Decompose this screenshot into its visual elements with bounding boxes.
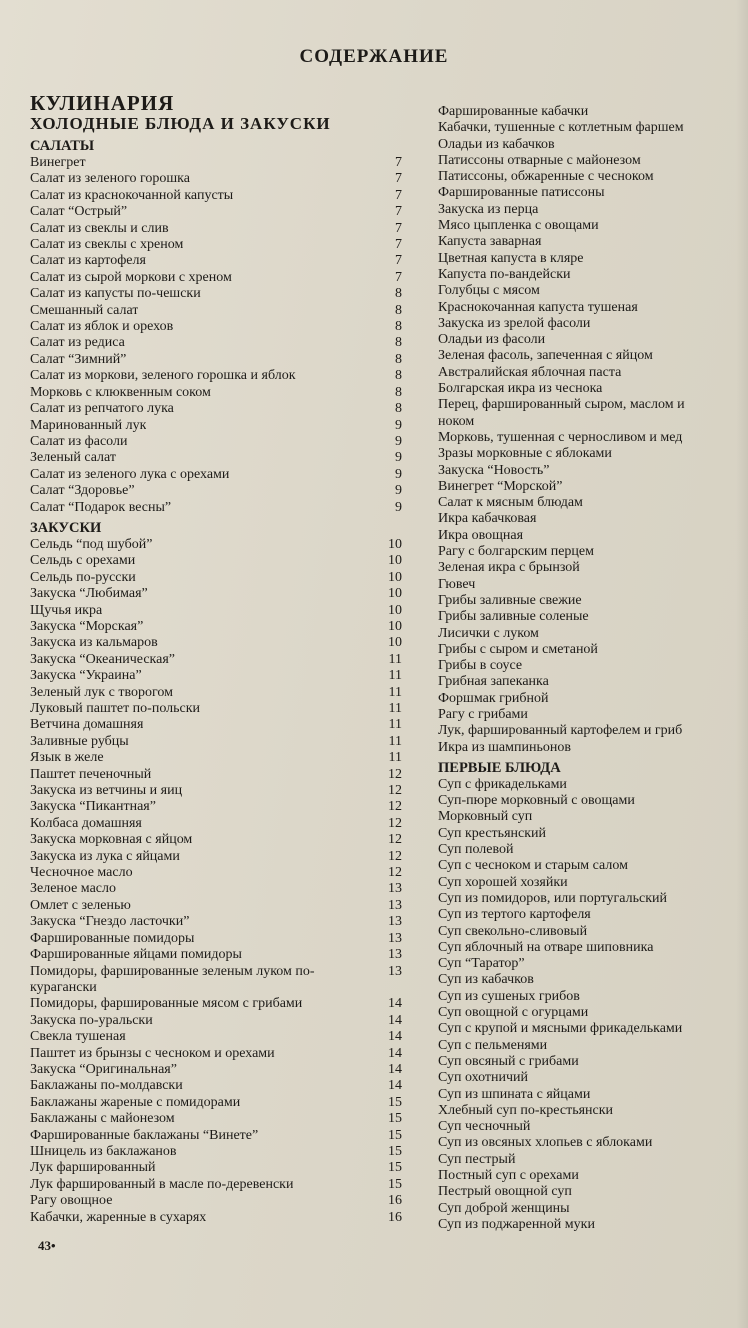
toc-entry (30, 603, 402, 619)
toc-entry: Австралийская яблочная паста (438, 364, 622, 380)
toc-entry: Лисички с луком (438, 625, 539, 641)
toc-entry: Рагу с болгарским перцем (438, 544, 594, 560)
toc-entry-page: 15 (388, 1160, 402, 1176)
toc-entry-title: Лук фаршированный (30, 1160, 156, 1176)
toc-entry: Суп из кабачков (438, 972, 534, 988)
toc-entry-page: 12 (388, 815, 402, 831)
toc-entry-title: Омлет с зеленью (30, 897, 131, 913)
toc-entry (30, 1078, 402, 1094)
toc-entry-page: 16 (388, 1193, 402, 1209)
toc-entry: Фаршированные кабачки (438, 104, 589, 119)
toc-entry: Суп из шпината с яйцами (438, 1086, 591, 1102)
toc-entry (30, 537, 402, 553)
left-column (30, 92, 402, 1226)
toc-entry-page: 13 (388, 897, 402, 913)
toc-entry: Суп овсяный с грибами (438, 1053, 579, 1069)
toc-entry: Хлебный суп по-крестьянски (438, 1102, 614, 1118)
section-title: ЗАКУСКИ (30, 519, 102, 536)
right-entries-b (438, 777, 748, 1233)
toc-entry-page: 9 (395, 483, 402, 499)
toc-entry-title: Закуска из кальмаров (30, 635, 158, 651)
toc-entry-page: 14 (388, 1045, 402, 1061)
toc-entry-page: 9 (395, 417, 402, 433)
toc-entry-page: 15 (388, 1176, 402, 1192)
toc-entry-title: Салат из картофеля (30, 253, 146, 269)
toc-entry-page: 12 (388, 783, 402, 799)
toc-entry-title: Шницель из баклажанов (30, 1143, 177, 1159)
toc-entry (30, 1177, 402, 1193)
toc-entry: Рагу с грибами (438, 706, 528, 722)
toc-entry-page: 13 (388, 881, 402, 897)
toc-entry-title: Лук фаршированный в масле по-деревенски (30, 1176, 294, 1192)
toc-entry: Суп с чесноком и старым салом (438, 858, 628, 874)
toc-entry-page: 14 (388, 1078, 402, 1094)
toc-entry (30, 319, 402, 335)
toc-entry (30, 450, 402, 466)
toc-entry-page: 12 (388, 766, 402, 782)
toc-entry-page: 10 (388, 586, 402, 602)
toc-entry: Лук, фаршированный картофелем и гриб (438, 723, 683, 739)
toc-entry: Икра из шампиньонов (438, 739, 571, 755)
toc-entry: Зеленая икра с брынзой (438, 560, 580, 576)
toc-entry-page: 11 (388, 750, 402, 766)
toc-entry-page: 10 (388, 553, 402, 569)
toc-entry: Капуста заварная (438, 234, 542, 250)
toc-entry: Суп с пельменями (438, 1037, 548, 1053)
toc-entry-page: 10 (388, 569, 402, 585)
toc-entry: Форшмак грибной (438, 690, 549, 706)
toc-entry (30, 586, 402, 602)
toc-entry-title: Салат из зеленого лука с орехами (30, 466, 230, 482)
toc-entry-page: 9 (395, 433, 402, 449)
toc-entry-title: Зеленое масло (30, 881, 116, 897)
toc-entry-title: Фаршированные помидоры (30, 930, 195, 946)
toc-entry: Икра овощная (438, 527, 524, 543)
toc-entry-title: Закуска по-уральски (30, 1012, 153, 1028)
toc-entry-page: 7 (395, 155, 402, 170)
toc-entry: Морковь, тушенная с черносливом и мед (438, 429, 683, 445)
toc-entry: Суп из тертого картофеля (438, 907, 591, 923)
toc-entry (30, 898, 402, 914)
toc-entry-page: 7 (395, 187, 402, 203)
toc-entry-title: Закуска “Пикантная” (30, 799, 156, 815)
section-title-first-courses: ПЕРВЫЕ БЛЮДА (438, 759, 561, 776)
toc-entry-page: 8 (395, 401, 402, 417)
toc-entry-title: Салат из краснокочанной капусты (30, 187, 234, 203)
toc-entry-page: 14 (388, 1029, 402, 1045)
toc-entry (30, 799, 402, 815)
toc-entry: Суп охотничий (438, 1070, 529, 1086)
toc-entry (30, 553, 402, 569)
toc-entry-title: Фаршированные баклажаны “Винете” (30, 1127, 259, 1143)
toc-entry-title: Салат из фасоли (30, 433, 128, 449)
toc-entry (30, 418, 402, 434)
toc-entry-page: 9 (395, 499, 402, 515)
page-folio: 43• (38, 1238, 56, 1253)
toc-entry (30, 188, 402, 204)
toc-entry-title: Луковый паштет по-польски (30, 701, 201, 716)
part-title: КУЛИНАРИЯ (30, 91, 175, 115)
toc-entry-title: Рагу овощное (30, 1193, 113, 1209)
toc-entry: Постный суп с орехами (438, 1168, 579, 1183)
toc-entry-title: Закуска “Морская” (30, 618, 144, 634)
toc-entry (30, 1193, 402, 1209)
toc-entry-page: 8 (395, 384, 402, 400)
toc-entry (30, 204, 402, 220)
toc-entry-page: 7 (395, 204, 402, 220)
toc-entry-title: Сельдь “под шубой” (30, 536, 153, 552)
toc-entry: Патиссоны, обжаренные с чесноком (438, 169, 654, 185)
toc-entry: Кабачки, тушенные с котлетным фаршем (438, 120, 684, 136)
toc-entry-title: Салат из репчатого лука (30, 401, 174, 417)
toc-entry-page: 7 (395, 171, 402, 187)
toc-entry-title: Закуска “Океаническая” (30, 651, 175, 667)
toc-entry: Винегрет “Морской” (438, 478, 563, 494)
toc-entry (30, 1095, 402, 1111)
toc-entry (30, 368, 402, 384)
toc-entry (30, 767, 402, 783)
toc-entry: Грибы в соусе (438, 658, 523, 674)
toc-entry-title: Язык в желе (30, 750, 104, 766)
toc-entry-title: Салат “Здоровье” (30, 483, 135, 499)
toc-entry-page: 16 (388, 1209, 402, 1225)
toc-entry: Суп крестьянский (438, 825, 546, 841)
toc-entry-title: Заливные рубцы (30, 733, 129, 749)
toc-entry-page: 7 (395, 220, 402, 236)
toc-entry-page: 10 (388, 618, 402, 634)
toc-entry (30, 237, 402, 253)
toc-entry (30, 1111, 402, 1127)
toc-entry: Суп из поджаренной муки (438, 1216, 595, 1232)
toc-entry: Оладьи из кабачков (438, 136, 555, 152)
toc-entry: Грибы заливные свежие (438, 592, 582, 608)
toc-entry (30, 996, 402, 1012)
toc-entry: Морковный суп (438, 809, 533, 825)
toc-entry: Суп-пюре морковный с овощами (438, 793, 635, 809)
toc-entry (30, 1128, 402, 1144)
toc-entry-title: Закуска “Гнездо ласточки” (30, 914, 190, 930)
toc-entry: Перец, фаршированный сыром, маслом и (438, 397, 685, 413)
toc-entry-page: 13 (388, 914, 402, 930)
page-edge-shadow (736, 0, 748, 1328)
toc-entry-title: Салат “Острый” (30, 204, 128, 220)
toc-entry-page: 15 (388, 1094, 402, 1110)
toc-entry-page: 11 (388, 668, 402, 684)
toc-entry (30, 1210, 402, 1226)
toc-entry-title: Зеленый лук с творогом (30, 684, 173, 700)
toc-entry (30, 1062, 402, 1078)
toc-entry: Зеленая фасоль, запеченная с яйцом (438, 348, 653, 364)
toc-entry (30, 685, 402, 701)
toc-entry (30, 931, 402, 947)
toc-entry (30, 881, 402, 897)
toc-entry-title: Салат из сырой моркови с хреном (30, 269, 232, 285)
toc-entry: Суп с крупой и мясными фрикадельками (438, 1021, 683, 1037)
toc-entry-page: 10 (388, 536, 402, 552)
toc-entry-title: Смешанный салат (30, 302, 139, 318)
toc-entry (30, 717, 402, 733)
toc-entry-page: 8 (395, 319, 402, 335)
toc-entry (30, 635, 402, 651)
toc-entry (30, 270, 402, 286)
left-sections (30, 138, 402, 1226)
toc-entry-title: Свекла тушеная (30, 1029, 126, 1045)
toc-entry (30, 816, 402, 832)
toc-entry-title: Кабачки, жаренные в сухарях (30, 1209, 207, 1225)
toc-entry: Суп свекольно-сливовый (438, 923, 588, 939)
toc-entry (30, 849, 402, 865)
toc-entry-title: Салат “Зимний” (30, 351, 127, 367)
toc-entry-title: Винегрет (30, 155, 86, 170)
chapter-title: ХОЛОДНЫЕ БЛЮДА И ЗАКУСКИ (30, 114, 331, 133)
toc-entry: Суп из овсяных хлопьев с яблоками (438, 1135, 653, 1151)
toc-entry: Гювеч (438, 576, 476, 592)
toc-entry-title: Салат из яблок и орехов (30, 319, 174, 335)
toc-entry-title: Салат из свеклы с хреном (30, 237, 184, 253)
toc-entry-title: Морковь с клюквенным соком (30, 384, 211, 400)
toc-entry (30, 619, 402, 635)
toc-entry-title: Баклажаны по-молдавски (30, 1078, 183, 1094)
toc-entry: Икра кабачковая (438, 511, 537, 527)
toc-entry-page: 12 (388, 799, 402, 815)
toc-entry (30, 652, 402, 668)
toc-entry (30, 1046, 402, 1062)
toc-entry (30, 483, 402, 499)
toc-entry-title: Салат из свеклы и слив (30, 220, 169, 236)
toc-entry: Капуста по-вандейски (438, 266, 571, 282)
toc-entry (30, 286, 402, 302)
toc-entry-page: 11 (388, 651, 402, 667)
toc-entry-page: 7 (395, 253, 402, 269)
toc-entry (30, 701, 402, 717)
toc-entry-page: 8 (395, 368, 402, 384)
toc-entry (30, 253, 402, 269)
toc-entry: Суп с фрикадельками (438, 776, 567, 792)
toc-entry-page: 11 (388, 733, 402, 749)
toc-entry-title: Сельдь с орехами (30, 553, 136, 569)
toc-entry-title: Чесночное масло (30, 865, 133, 881)
toc-entry (30, 750, 402, 766)
toc-entry: Грибная запеканка (438, 674, 549, 690)
toc-entry-title: Паштет печеночный (30, 766, 152, 782)
toc-entry: Закуска из перца (438, 201, 539, 217)
toc-entry-page: 7 (395, 269, 402, 285)
toc-entry-title: Салат из капусты по-чешски (30, 286, 201, 302)
toc-entry-page: 14 (388, 1012, 402, 1028)
toc-entry-title: Маринованный лук (30, 417, 147, 433)
toc-entry-page: 12 (388, 832, 402, 848)
toc-entry: Фаршированные патиссоны (438, 185, 605, 201)
toc-entry (30, 1144, 402, 1160)
toc-entry: Суп полевой (438, 842, 514, 858)
toc-entry: Зразы морковные с яблоками (438, 446, 612, 462)
toc-entry-title: Зеленый салат (30, 450, 116, 466)
toc-entry: Суп яблочный на отваре шиповника (438, 939, 654, 955)
toc-entry (30, 1029, 402, 1045)
toc-entry-page: 10 (388, 602, 402, 618)
toc-entry-title: Закуска из лука с яйцами (30, 848, 180, 864)
toc-entry (30, 668, 402, 684)
toc-entry-page: 12 (388, 848, 402, 864)
toc-entry: Грибы с сыром и сметаной (438, 641, 598, 657)
toc-entry-title: Салат из моркови, зеленого горошка и яблок (30, 368, 296, 384)
toc-entry-page: 11 (388, 684, 402, 700)
toc-entry-page: 13 (388, 930, 402, 946)
toc-entry: Закуска “Новость” (438, 462, 550, 478)
toc-entry-page: 14 (388, 996, 402, 1012)
toc-entry: Мясо цыпленка с овощами (438, 218, 599, 234)
toc-entry: Салат к мясным блюдам (438, 495, 583, 511)
toc-entry: Закуска из зрелой фасоли (438, 315, 591, 331)
toc-entry-page: 13 (388, 963, 402, 979)
toc-entry: Оладьи из фасоли (438, 332, 546, 348)
toc-entry: Суп из помидоров, или португальский (438, 890, 667, 906)
toc-entry-page: 14 (388, 1061, 402, 1077)
toc-entry: Суп “Таратор” (438, 956, 525, 972)
toc-entry-page: 13 (388, 947, 402, 963)
toc-entry-page: 15 (388, 1143, 402, 1159)
toc-entry-title: Закуска “Украина” (30, 668, 142, 684)
toc-entry-page: 8 (395, 335, 402, 351)
toc-entry: Суп доброй женщины (438, 1200, 570, 1216)
toc-entry-title: Закуска “Оригинальная” (30, 1061, 177, 1077)
toc-entry (30, 734, 402, 750)
toc-entry: Суп чесночный (438, 1119, 531, 1135)
toc-entry (30, 467, 402, 483)
toc-entry: Суп пестрый (438, 1151, 516, 1167)
toc-entry-page: 11 (388, 717, 402, 733)
section-title: САЛАТЫ (30, 138, 95, 154)
toc-entry (30, 832, 402, 848)
toc-entry (30, 434, 402, 450)
toc-entry (30, 221, 402, 237)
toc-entry-page: 9 (395, 466, 402, 482)
toc-entry (30, 947, 402, 963)
toc-entry: Суп овощной с огурцами (438, 1005, 589, 1021)
toc-entry (30, 914, 402, 930)
toc-entry: Патиссоны отварные с майонезом (438, 152, 641, 168)
toc-entry-title: Щучья икра (30, 602, 103, 618)
toc-entry-title: Помидоры, фаршированные зеленым луком по-курагански (30, 963, 315, 995)
toc-entry: Грибы заливные соленые (438, 609, 589, 625)
toc-entry-page: 8 (395, 351, 402, 367)
toc-entry-page: 7 (395, 237, 402, 253)
toc-entry-page: 12 (388, 865, 402, 881)
toc-entry (30, 500, 402, 516)
toc-entry-title: Помидоры, фаршированные мясом с грибами (30, 996, 303, 1012)
toc-entry: Болгарская икра из чеснока (438, 381, 603, 397)
toc-entry-page: 11 (388, 701, 402, 716)
toc-entry: Пестрый овощной суп (438, 1184, 572, 1200)
right-entries-a (438, 104, 748, 756)
toc-entry-title: Колбаса домашняя (30, 815, 142, 831)
page-title: СОДЕРЖАНИЕ (299, 46, 449, 67)
toc-entry-title: Фаршированные яйцами помидоры (30, 947, 242, 963)
toc-entry (30, 303, 402, 319)
toc-entry (30, 570, 402, 586)
toc-entry-page: 15 (388, 1127, 402, 1143)
toc-entry: ноком (438, 413, 475, 429)
toc-entry (30, 335, 402, 351)
toc-entry: Суп из сушеных грибов (438, 988, 580, 1004)
toc-entry-page: 15 (388, 1111, 402, 1127)
toc-entry (30, 865, 402, 881)
toc-entry (30, 155, 402, 171)
toc-entry: Голубцы с мясом (438, 283, 540, 299)
toc-entry-page: 10 (388, 635, 402, 651)
toc-entry-title: Ветчина домашняя (30, 717, 144, 733)
toc-entry (30, 1013, 402, 1029)
toc-entry-title: Закуска морковная с яйцом (30, 832, 193, 848)
toc-entry (30, 385, 402, 401)
toc-entry: Цветная капуста в кляре (438, 250, 584, 266)
right-column (438, 104, 748, 1233)
toc-entry (30, 171, 402, 187)
toc-entry (30, 352, 402, 368)
toc-entry-title: Закуска из ветчины и яиц (30, 783, 183, 799)
toc-entry-title: Салат из редиса (30, 335, 125, 351)
toc-entry (30, 964, 402, 997)
toc-entry: Суп хорошей хозяйки (438, 874, 568, 890)
toc-entry (30, 401, 402, 417)
toc-entry-title: Закуска “Любимая” (30, 586, 148, 602)
toc-entry-title: Паштет из брынзы с чесноком и орехами (30, 1045, 275, 1061)
toc-entry-page: 8 (395, 286, 402, 302)
toc-entry-title: Сельдь по-русски (30, 569, 136, 585)
toc-entry-title: Баклажаны с майонезом (30, 1111, 175, 1127)
toc-entry-title: Салат “Подарок весны” (30, 499, 172, 515)
toc-entry-page: 8 (395, 302, 402, 318)
toc-entry-title: Салат из зеленого горошка (30, 171, 190, 187)
toc-entry: Краснокочанная капуста тушеная (438, 299, 638, 315)
toc-entry (30, 1160, 402, 1176)
toc-entry-title: Баклажаны жареные с помидорами (30, 1094, 241, 1110)
toc-entry (30, 783, 402, 799)
toc-entry-page: 9 (395, 450, 402, 466)
